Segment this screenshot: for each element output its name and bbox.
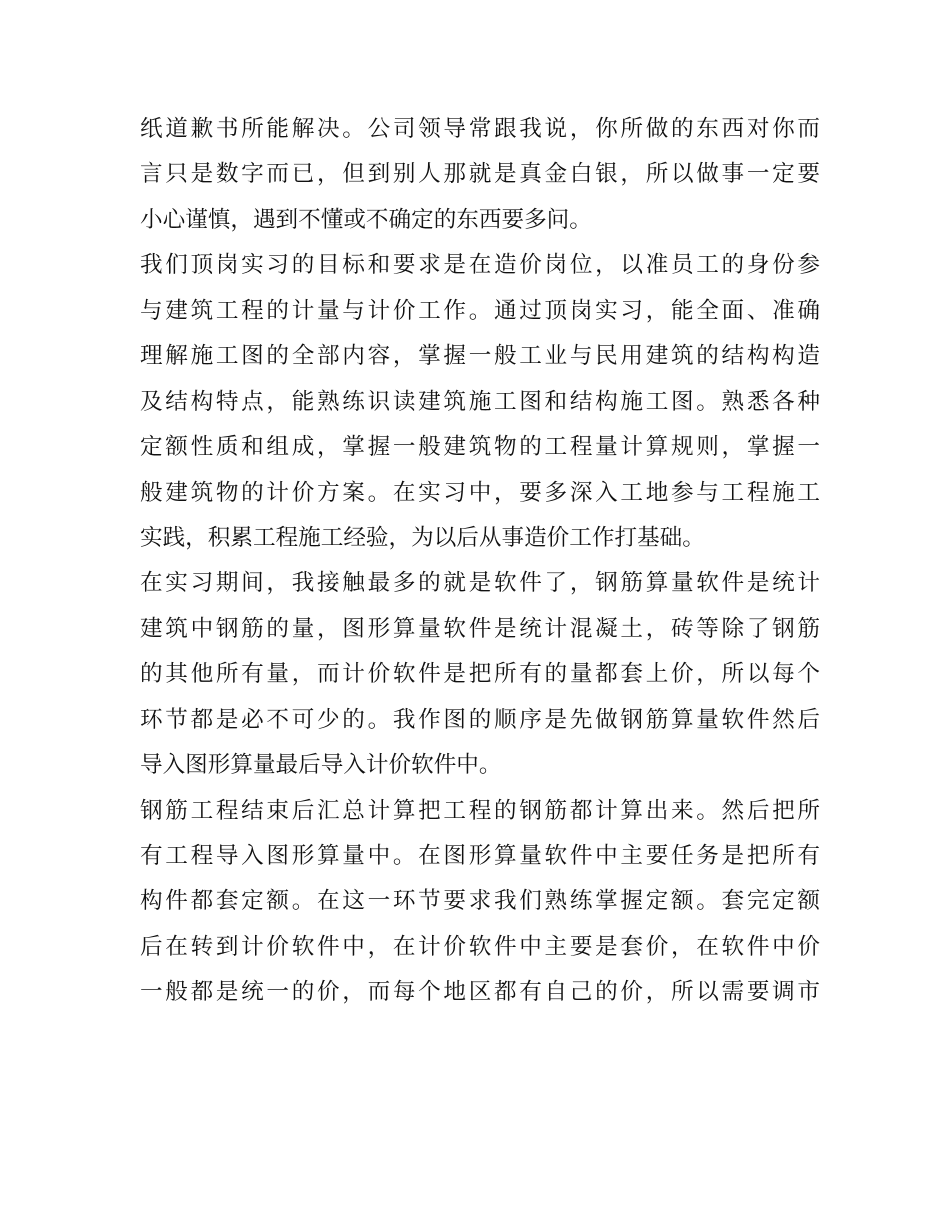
text-line: 我们顶岗实习的目标和要求是在造价岗位，以准员工的身份参 — [140, 252, 820, 279]
text-line: 环节都是必不可少的。我作图的顺序是先做钢筋算量软件然后 — [140, 706, 820, 733]
text-line: 定额性质和组成，掌握一般建筑物的工程量计算规则，掌握一 — [140, 434, 820, 461]
text-line: 构件都套定额。在这一环节要求我们熟练掌握定额。套完定额 — [140, 888, 820, 915]
text-line: 后在转到计价软件中，在计价软件中主要是套价，在软件中价 — [140, 933, 820, 960]
text-line: 在实习期间，我接触最多的就是软件了，钢筋算量软件是统计 — [140, 570, 820, 597]
text-line: 言只是数字而已，但到别人那就是真金白银，所以做事一定要 — [140, 161, 820, 188]
paragraph — [140, 789, 820, 1016]
text-line: 建筑中钢筋的量，图形算量软件是统计混凝土，砖等除了钢筋 — [140, 615, 820, 642]
text-line: 实践，积累工程施工经验，为以后从事造价工作打基础。 — [140, 524, 705, 551]
paragraph — [140, 243, 820, 561]
text-line: 理解施工图的全部内容，掌握一般工业与民用建筑的结构构造 — [140, 343, 820, 370]
body-text — [140, 107, 820, 1016]
text-line: 与建筑工程的计量与计价工作。通过顶岗实习，能全面、准确 — [140, 297, 820, 324]
text-line: 一般都是统一的价，而每个地区都有自己的价，所以需要调市 — [140, 979, 820, 1006]
text-line: 导入图形算量最后导入计价软件中。 — [140, 752, 502, 779]
paragraph — [140, 561, 820, 788]
text-line: 的其他所有量，而计价软件是把所有的量都套上价，所以每个 — [140, 661, 820, 688]
text-line: 般建筑物的计价方案。在实习中，要多深入工地参与工程施工 — [140, 479, 820, 506]
text-line: 纸道歉书所能解决。公司领导常跟我说，你所做的东西对你而 — [140, 116, 820, 142]
text-line: 及结构特点，能熟练识读建筑施工图和结构施工图。熟悉各种 — [140, 388, 820, 415]
text-line: 钢筋工程结束后汇总计算把工程的钢筋都计算出来。然后把所 — [140, 797, 820, 824]
text-line: 小心谨慎，遇到不懂或不确定的东西要多问。 — [140, 206, 592, 233]
paragraph — [140, 107, 820, 243]
text-line: 有工程导入图形算量中。在图形算量软件中主要任务是把所有 — [140, 843, 820, 869]
